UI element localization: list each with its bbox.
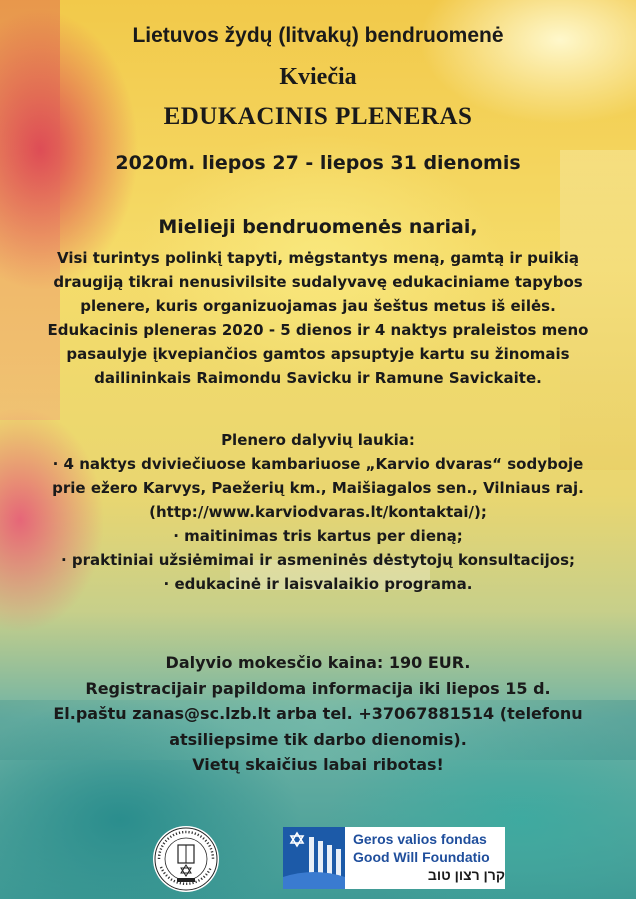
offer-item: · praktiniai užsiėmimai ir asmeninės dėstytojų konsultacijos; xyxy=(60,551,576,569)
offer-heading: Plenero dalyvių laukia: xyxy=(221,431,415,449)
star-of-david-icon xyxy=(283,827,345,889)
intro-line: plenere, kuris organizuojamas jau šeštus metus iš eilės. xyxy=(80,297,556,315)
organization-name: Lietuvos žydų (litvakų) bendruomenė xyxy=(132,24,504,47)
offer-item: · 4 naktys dviviečiuose kambariuose „Karvio dvaras“ sodyboje xyxy=(52,455,584,473)
intro-line: Edukacinis pleneras 2020 - 5 dienos ir 4 naktys praleistos meno xyxy=(47,321,589,339)
intro-line: Visi turintys polinkį tapyti, mėgstantys meną, gamtą ir puikią xyxy=(57,249,579,267)
event-title: EDUKACINIS PLENERAS xyxy=(163,103,473,130)
intro-line: draugiją tikrai nenusivilsite sudalyvavę edukaciniame tapybos xyxy=(53,273,583,291)
offer-list xyxy=(20,428,616,596)
community-seal-icon xyxy=(147,825,225,893)
event-dates: 2020m. liepos 27 - liepos 31 dienomis xyxy=(115,152,521,174)
contact-line: El.paštu zanas@sc.lzb.lt arba tel. +37067881514 (telefonu xyxy=(53,704,583,723)
fee-line: Dalyvio mokesčio kaina: 190 EUR. xyxy=(165,653,471,672)
foundation-name-lt: Geros valios fondas xyxy=(353,831,487,847)
intro-line: pasaulyje įkvepiančios gamtos apsuptyje kartu su žinomais xyxy=(66,345,570,363)
community-logo xyxy=(147,825,225,893)
offer-item: prie ežero Karvys, Paežerių km., Maišiagalos sen., Vilniaus raj. xyxy=(52,479,584,497)
good-will-foundation-logo xyxy=(283,827,505,889)
fee-and-registration xyxy=(20,650,616,778)
registration-line: Registracijair papildoma informacija iki liepos 15 d. xyxy=(85,678,551,698)
offer-link-text: (http://www.karviodvaras.lt/kontaktai/); xyxy=(149,503,487,521)
contact-line: atsiliepsime tik darbo dienomis). xyxy=(169,729,467,749)
offer-item: · maitinimas tris kartus per dieną; xyxy=(173,527,463,545)
foundation-name-he: קרן רצון טוב xyxy=(427,867,505,883)
foundation-name-en: Good Will Foundatio xyxy=(353,849,490,865)
intro-line: dailininkais Raimondu Savicku ir Ramune Savickaite. xyxy=(94,369,542,387)
offer-item: · edukacinė ir laisvalaikio programa. xyxy=(163,575,473,593)
limited-seats-line: Vietų skaičius labai ribotas! xyxy=(192,755,444,774)
invites-line: Kviečia xyxy=(279,64,357,90)
greeting: Mielieji bendruomenės nariai, xyxy=(158,216,478,238)
intro-paragraph xyxy=(20,246,616,390)
